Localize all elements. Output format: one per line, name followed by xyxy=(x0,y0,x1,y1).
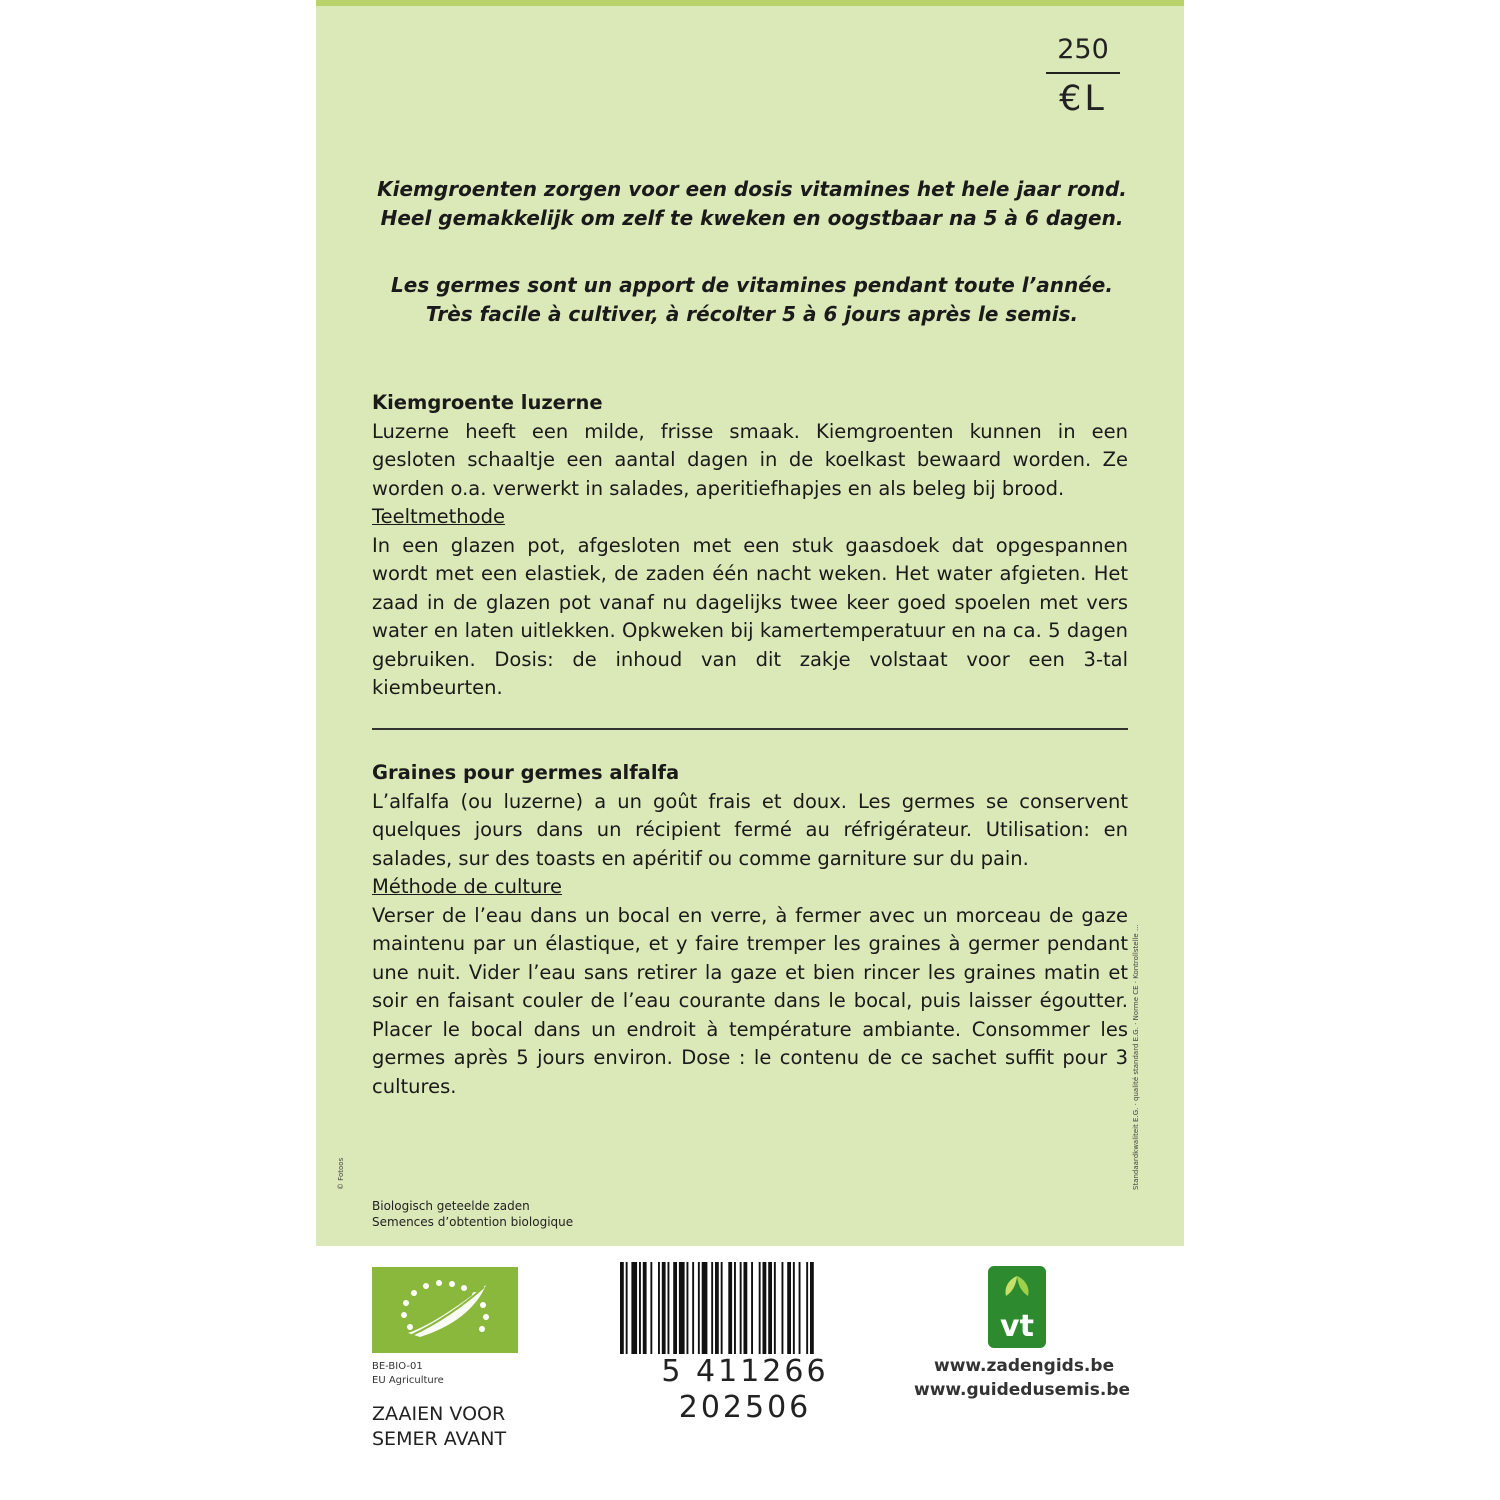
link-zadengids[interactable]: www.zadengids.be xyxy=(934,1356,1115,1376)
eu-code: BE-BIO-01 xyxy=(372,1361,423,1372)
vt-brand-logo xyxy=(988,1266,1046,1348)
organic-label xyxy=(372,1198,573,1230)
link-guidedusemis[interactable]: www.guidedusemis.be xyxy=(914,1380,1131,1400)
nl-method-text: In een glazen pot, afgesloten met een stuk gaasdoek dat opgespannen wordt met een elastiek, de zaden één nacht weken. Het water afgieten. Het zaad in de glazen pot vanaf nu dagelijks twee keer goed spoelen met vers water en laten uitlekken. Opkweken bij kamertemperatuur en na ca. 5 dagen gebruiken. Dosis: de inhoud van dit zakje volstaat voor een 3-tal kiembeurten. xyxy=(372,533,1128,699)
fr-method-label: Méthode de culture xyxy=(372,875,562,898)
intro-nl-line2: Heel gemakkelijk om zelf te kweken en oogstbaar na 5 à 6 dagen. xyxy=(380,206,1124,230)
fr-section-title: Graines pour germes alfalfa xyxy=(372,761,680,784)
eu-leaf-icon xyxy=(372,1267,518,1353)
fr-method-text: Verser de l’eau dans un bocal en verre, à fermer avec un morceau de gaze maintenu par un élastique, et y faire tremper les graines à germer pendant une nuit. Vider l’eau sans retirer la gaze et bien rincer les graines matin et soir en faisant couler de l’eau courante dans le bocal, puis laisser égoutter. Placer le bocal dans un endroit à température ambiante. Consommer les germes après 5 jours environ. Dose : le contenu de ce sachet suffit pour 3 cultures. xyxy=(372,903,1128,1098)
organic-label-nl: Biologisch geteelde zaden xyxy=(372,1199,530,1213)
intro-fr-line1: Les germes sont un apport de vitamines pendant toute l’année. xyxy=(391,273,1113,297)
intro-nl xyxy=(362,175,1142,233)
barcode-digits: 5 411266 202506 xyxy=(604,1354,886,1426)
eu-organic-leaf-logo xyxy=(372,1267,518,1353)
nl-section xyxy=(372,389,1128,703)
seed-count: 250 xyxy=(1057,34,1109,65)
nl-section-title: Kiemgroente luzerne xyxy=(372,391,603,414)
fr-description: L’alfalfa (ou luzerne) a un goût frais et doux. Les germes se conservent quelques jours dans un récipient fermé au réfrigérateur. Utilisation: en salades, sur des toasts en apéritif ou comme garniture sur du pain. xyxy=(372,789,1128,870)
nl-method-label: Teeltmethode xyxy=(372,505,505,528)
vt-logo-text: vt xyxy=(1000,1309,1034,1344)
section-divider xyxy=(372,728,1128,730)
nl-description: Luzerne heeft een milde, frisse smaak. Kiemgroenten kunnen in een gesloten schaaltje een aantal dagen in de koelkast bewaard worden. Ze worden o.a. verwerkt in salades, aperitiefhapjes en als beleg bij brood. xyxy=(372,419,1128,500)
sow-before-fr: SEMER AVANT xyxy=(372,1428,507,1450)
eu-certification xyxy=(372,1360,444,1388)
sow-before xyxy=(372,1402,506,1452)
intro-nl-line1: Kiemgroenten zorgen voor een dosis vitamines het hele jaar rond. xyxy=(377,177,1127,201)
seed-count-rule xyxy=(1046,72,1120,74)
sow-before-nl: ZAAIEN VOOR xyxy=(372,1403,506,1425)
side-legal-text: Standaardkwaliteit E.G. · qualité standard E.G. · Norme CE · Kontrollstelle ... xyxy=(1132,924,1140,1190)
intro-fr-line2: Très facile à cultiver, à récolter 5 à 6 jours après le semis. xyxy=(425,302,1079,326)
packet-size-symbol: €L xyxy=(1059,79,1107,119)
side-photo-credit: © Fotoos xyxy=(337,1157,345,1190)
organic-label-fr: Semences d’obtention biologique xyxy=(372,1215,574,1229)
intro-fr xyxy=(362,271,1142,329)
fr-section xyxy=(372,759,1128,1101)
eu-origin: EU Agriculture xyxy=(372,1375,444,1386)
